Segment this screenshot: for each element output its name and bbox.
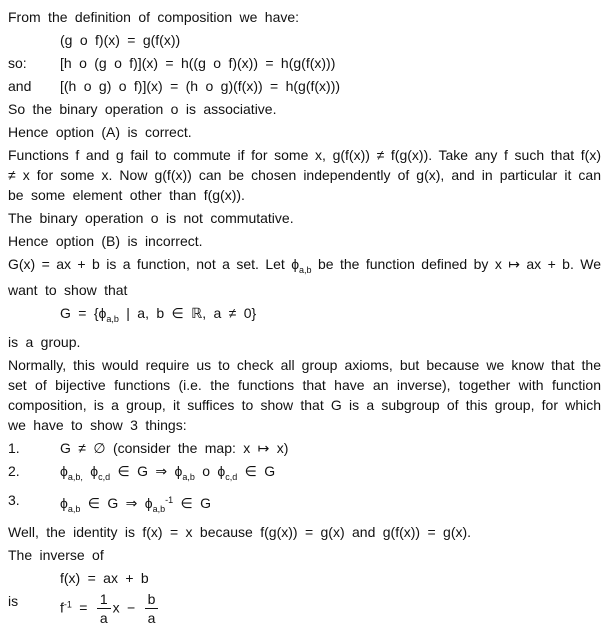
paragraph bbox=[8, 122, 601, 142]
paragraph bbox=[8, 7, 601, 27]
text-line: ≠ x for some x. Now g(f(x)) can be chosen independently of g(x), and in particular it can bbox=[8, 167, 601, 183]
fraction-numerator: b bbox=[145, 591, 159, 609]
text-line: is a group. bbox=[8, 334, 81, 350]
superscript: -1 bbox=[165, 495, 174, 505]
item-number: 3. bbox=[8, 492, 20, 508]
subscript: a,b bbox=[67, 504, 81, 514]
subscript: c,d bbox=[225, 472, 238, 482]
fraction-denominator: a bbox=[147, 610, 156, 626]
text-line: From the definition of composition we have: bbox=[8, 9, 300, 25]
text-line: $f^{-1}$ = $\frac{1}{a}$ x − $\frac{b}{a}$ bbox=[60, 591, 601, 626]
fraction-numerator: 1 bbox=[97, 591, 111, 609]
text-line: $G = \{\phi_{a,b}$ | a, b ∈ ℝ, a ≠ 0} bbox=[60, 305, 257, 324]
item-number: 1. bbox=[8, 440, 20, 456]
list-item bbox=[8, 490, 601, 519]
paragraph bbox=[8, 99, 601, 119]
fraction-denominator: a bbox=[99, 610, 108, 626]
text-line: Normally, this would require us to check all group axioms, but because we know that the bbox=[8, 357, 601, 373]
text-line: $\phi_{a,b,}$ $\phi_{c,d}$ ∈ G ⇒ $\phi_{a,b}$ o $\phi_{c,d}$ ∈ G bbox=[60, 463, 276, 482]
paragraph bbox=[8, 145, 601, 205]
fraction bbox=[145, 591, 159, 626]
text-line: G ≠ ∅ (consider the map: x ↦ x) bbox=[60, 440, 289, 456]
item-number: 2. bbox=[8, 463, 20, 479]
labeled-line bbox=[8, 53, 601, 73]
paragraph bbox=[8, 208, 601, 228]
fraction bbox=[97, 591, 111, 626]
formula-line bbox=[8, 303, 601, 329]
subscript: a,b bbox=[182, 472, 195, 482]
paragraph bbox=[8, 332, 601, 352]
text-line: The binary operation o is not commutative. bbox=[8, 210, 294, 226]
text-line: G(x) = ax + b is a function, not a set. Let $\phi_{a,b}$ be the function defined by x ↦ ax + b. We bbox=[8, 256, 602, 275]
line-label: is bbox=[8, 593, 19, 609]
text-line: composition, is a group, it suffices to show that G is a subgroup of this group, for which bbox=[8, 397, 601, 413]
superscript: -1 bbox=[63, 599, 72, 610]
subscript: a,b bbox=[152, 504, 166, 514]
text-line: So the binary operation o is associative. bbox=[8, 101, 277, 117]
formula-line bbox=[8, 30, 601, 50]
line-label: so: bbox=[8, 55, 27, 71]
subscript: c,d bbox=[98, 472, 111, 482]
text-line: f(x) = ax + b bbox=[60, 570, 149, 586]
subscript: a,b, bbox=[67, 472, 83, 482]
list-item bbox=[8, 461, 601, 487]
subscript: a,b bbox=[299, 265, 312, 275]
line-content bbox=[60, 461, 601, 487]
formula-line bbox=[8, 568, 601, 588]
line-label: and bbox=[8, 78, 32, 94]
line-content bbox=[60, 591, 601, 626]
text-line: Functions f and g fail to commute if for some x, g(f(x)) ≠ f(g(x)). Take any f such that f(x) bbox=[8, 147, 601, 163]
paragraph bbox=[8, 355, 601, 435]
line-content bbox=[60, 76, 601, 96]
text-line: we have to show 3 things: bbox=[8, 417, 187, 433]
text-line: [(h o g) o f)](x) = (h o g)(f(x)) = h(g(f(x))) bbox=[60, 78, 341, 94]
line-content bbox=[60, 53, 601, 73]
subscript: a,b bbox=[106, 314, 119, 324]
text-line: want to show that bbox=[8, 282, 128, 298]
paragraph bbox=[8, 231, 601, 251]
line-content bbox=[60, 490, 601, 519]
text-line: (g o f)(x) = g(f(x)) bbox=[60, 32, 181, 48]
paragraph bbox=[8, 522, 601, 542]
labeled-line bbox=[8, 76, 601, 96]
text-line: Hence option (B) is incorrect. bbox=[8, 233, 203, 249]
text-line: [h o (g o f)](x) = h((g o f)(x)) = h(g(f(x))) bbox=[60, 55, 336, 71]
line-content bbox=[60, 438, 601, 458]
text-line: $\phi_{a,b}$ ∈ G ⇒ $\phi_{a,b}^{-1}$ ∈ G bbox=[60, 495, 211, 514]
text-line: Hence option (A) is correct. bbox=[8, 124, 192, 140]
list-item bbox=[8, 438, 601, 458]
text-line: Well, the identity is f(x) = x because f(g(x)) = g(x) and g(f(x)) = g(x). bbox=[8, 524, 472, 540]
labeled-line bbox=[8, 591, 601, 626]
text-line: be some element other than f(g(x)). bbox=[8, 187, 245, 203]
text-line: set of bijective functions (i.e. the functions that have an inverse), together with function bbox=[8, 377, 601, 393]
paragraph bbox=[8, 545, 601, 565]
text-line: The inverse of bbox=[8, 547, 104, 563]
paragraph bbox=[8, 254, 601, 300]
